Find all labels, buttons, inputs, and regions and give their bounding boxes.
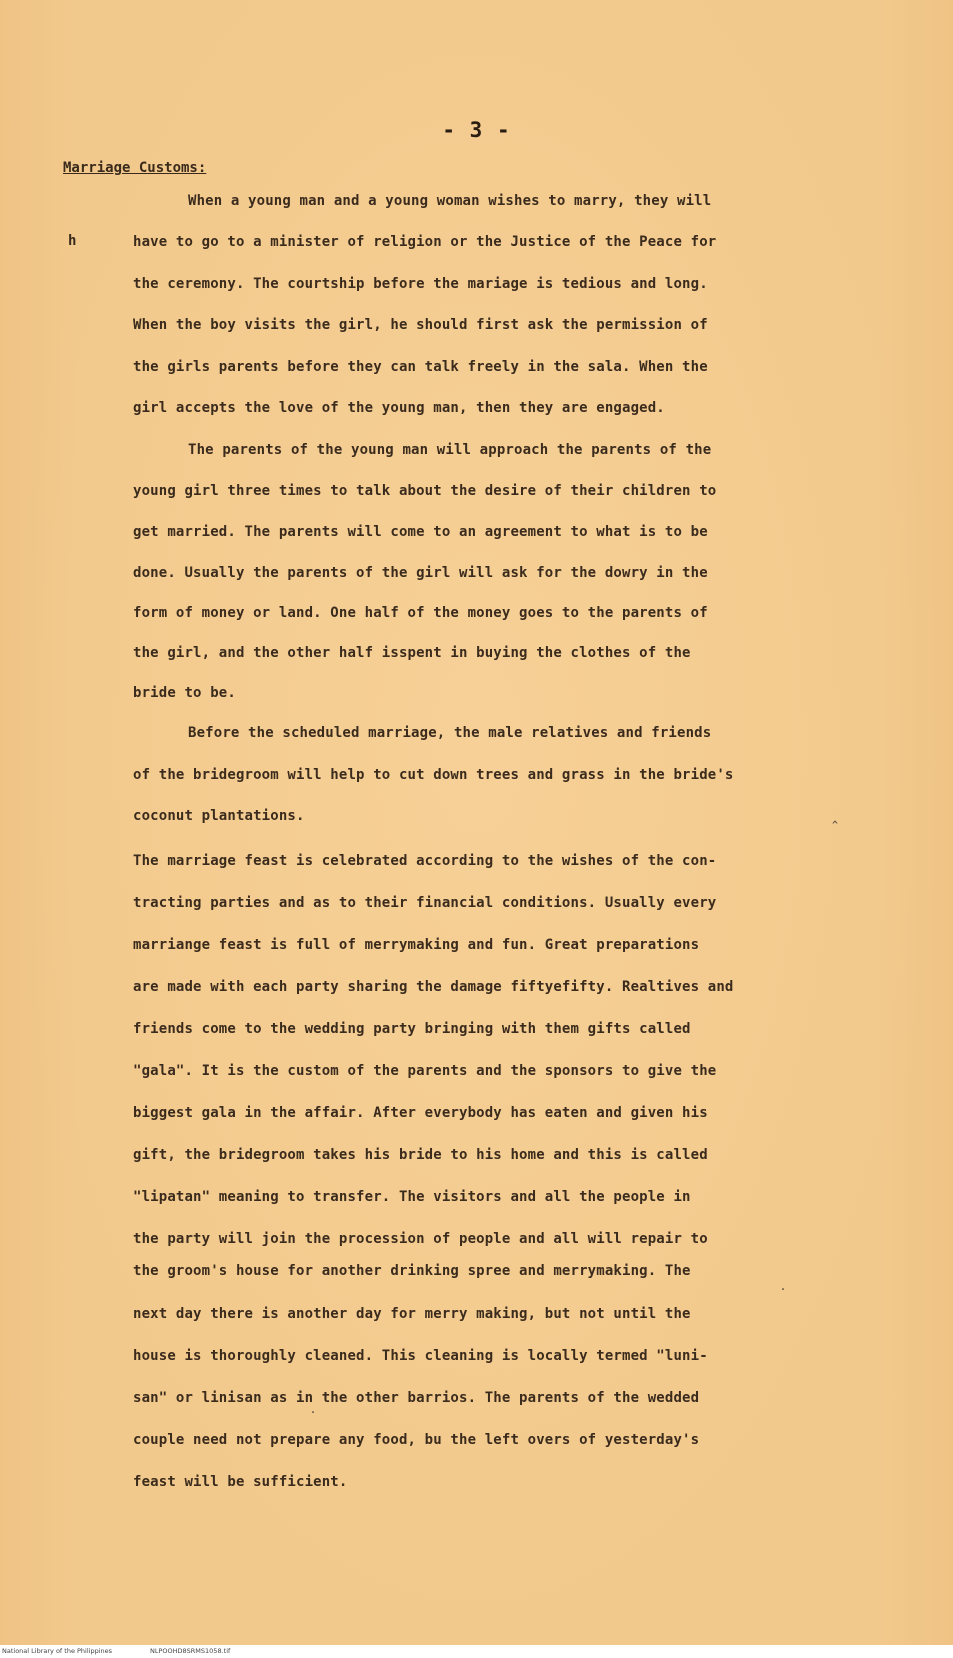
text-line: the girl, and the other half isspent in buying the clothes of the (133, 645, 691, 661)
text-line: get married. The parents will come to an agreement to what is to be (133, 524, 708, 540)
text-line: feast will be sufficient. (133, 1474, 348, 1490)
text-line: When the boy visits the girl, he should first ask the permission of (133, 317, 708, 333)
text-line: When a young man and a young woman wishes to marry, they will (188, 193, 712, 209)
text-line: done. Usually the parents of the girl will ask for the dowry in the (133, 565, 708, 581)
text-line: san" or linisan as in the other barrios. The parents of the wedded (133, 1390, 700, 1406)
paper-mark: . (310, 1405, 317, 1416)
text-line: are made with each party sharing the damage fiftyefifty. Realtives and (133, 979, 734, 995)
text-line: the ceremony. The courtship before the mariage is tedious and long. (133, 276, 708, 292)
footer-library: National Library of the Philippines (2, 1647, 113, 1655)
text-line: bride to be. (133, 685, 236, 701)
text-line: tracting parties and as to their financial conditions. Usually every (133, 895, 717, 911)
text-line: the girls parents before they can talk freely in the sala. When the (133, 359, 708, 375)
text-line: of the bridegroom will help to cut down trees and grass in the bride's (133, 767, 734, 783)
text-line: house is thoroughly cleaned. This cleaning is locally termed "luni- (133, 1348, 708, 1364)
text-line: the groom's house for another drinking spree and merrymaking. The (133, 1263, 691, 1279)
text-line: coconut plantations. (133, 808, 305, 824)
text-line: couple need not prepare any food, bu the left overs of yesterday's (133, 1432, 700, 1448)
text-line: The marriage feast is celebrated according to the wishes of the con- (133, 853, 717, 869)
text-line: friends come to the wedding party bringing with them gifts called (133, 1021, 691, 1037)
text-line: biggest gala in the affair. After everybody has eaten and given his (133, 1105, 708, 1121)
text-line: girl accepts the love of the young man, then they are engaged. (133, 400, 665, 416)
footer-file-id: NLPOOHD8SRMS1058.tif (150, 1647, 231, 1655)
paper-mark: ^ (832, 820, 839, 831)
text-line: The parents of the young man will approach the parents of the (188, 442, 712, 458)
text-line: marriange feast is full of merrymaking and fun. Great preparations (133, 937, 700, 953)
section-heading: Marriage Customs: (63, 160, 207, 176)
text-line: young girl three times to talk about the desire of their children to (133, 483, 717, 499)
page-number: - 3 - (442, 118, 511, 142)
text-line: gift, the bridegroom takes his bride to his home and this is called (133, 1147, 708, 1163)
text-line: "lipatan" meaning to transfer. The visitors and all the people in (133, 1189, 691, 1205)
paper-mark: . (780, 1282, 787, 1293)
text-line: Before the scheduled marriage, the male relatives and friends (188, 725, 712, 741)
text-line: the party will join the procession of people and all will repair to (133, 1231, 708, 1247)
text-line: "gala". It is the custom of the parents and the sponsors to give the (133, 1063, 717, 1079)
text-line: form of money or land. One half of the money goes to the parents of (133, 605, 708, 621)
margin-mark: h (68, 233, 77, 249)
text-line: next day there is another day for merry making, but not until the (133, 1306, 691, 1322)
text-line: have to go to a minister of religion or the Justice of the Peace for (133, 234, 717, 250)
archive-footer (0, 1645, 953, 1658)
